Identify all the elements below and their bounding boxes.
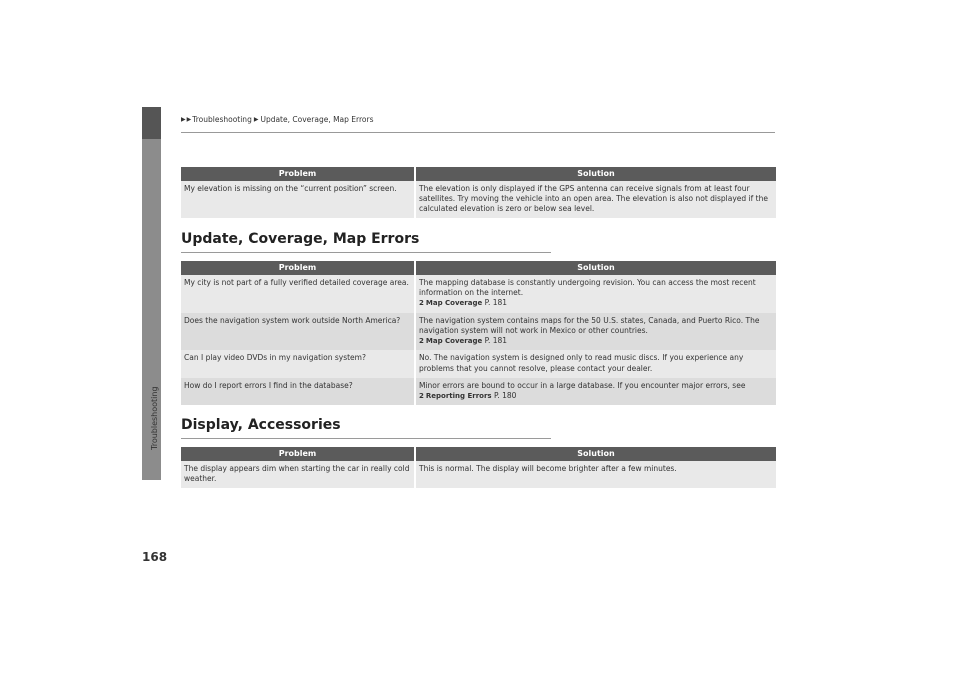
breadcrumb-separator-icon: ▶ [253,116,259,123]
solution-cell: The elevation is only displayed if the GPS antenna can receive signals from at least four satellites. Try moving the vehicle into an open area. The elevation is also not displayed if the calculated elevation is zero or below sea level. [416,181,776,218]
header-problem: Problem [181,167,416,181]
table-row [181,181,776,218]
solution-text: Minor errors are bound to occur in a large database. If you encounter major errors, see [419,380,746,390]
breadcrumb-arrow-icon: ▶ [181,116,186,123]
header-solution: Solution [416,447,776,461]
cross-reference-icon: 2 [419,391,424,400]
solution-cell: No. The navigation system is designed only to read music discs. If you experience any problems that you cannot resolve, please contact your dealer. [416,350,776,377]
section-rule [181,252,551,253]
side-tab-accent [142,107,161,139]
table-update [181,261,776,405]
table-row [181,275,776,313]
problem-cell: My elevation is missing on the “current position” screen. [181,181,416,218]
problem-cell: How do I report errors I find in the database? [181,378,416,406]
cross-reference-icon: 2 [419,336,424,345]
xref-page: P. 181 [484,298,508,308]
table-row [181,378,776,406]
cross-reference-icon: 2 [419,299,424,308]
table-header-row [181,447,776,461]
solution-cell [416,275,776,313]
solution-text: The navigation system contains maps for the 50 U.S. states, Canada, and Puerto Rico. The navigation system will not work in Mexico or other countries. [419,315,760,335]
table-row [181,313,776,351]
table-row [181,461,776,488]
problem-cell: The display appears dim when starting the car in really cold weather. [181,461,416,488]
header-rule [181,132,775,133]
page-number: 168 [142,550,168,564]
problem-cell: Does the navigation system work outside North America? [181,313,416,351]
problem-cell: My city is not part of a fully verified detailed coverage area. [181,275,416,313]
section-heading-display: Display, Accessories [181,417,341,433]
header-solution: Solution [416,167,776,181]
xref-link-map-coverage[interactable]: Map Coverage [425,299,483,308]
table-header-row [181,261,776,275]
table-display [181,447,776,488]
header-problem: Problem [181,447,416,461]
breadcrumb-item-troubleshooting[interactable]: Troubleshooting [192,115,252,124]
side-tab-label: Troubleshooting [150,386,159,450]
solution-cell: This is normal. The display will become brighter after a few minutes. [416,461,776,488]
solution-cell [416,313,776,351]
breadcrumb [181,115,373,124]
section-heading-update: Update, Coverage, Map Errors [181,231,420,247]
problem-cell: Can I play video DVDs in my navigation system? [181,350,416,377]
solution-cell [416,378,776,406]
section-rule [181,438,551,439]
xref-page: P. 180 [493,390,517,400]
solution-text: The mapping database is constantly undergoing revision. You can access the most recent information on the internet. [419,278,756,298]
table-header-row [181,167,776,181]
header-solution: Solution [416,261,776,275]
xref-link-map-coverage[interactable]: Map Coverage [425,336,483,345]
xref-link-reporting-errors[interactable]: Reporting Errors [425,391,492,400]
header-problem: Problem [181,261,416,275]
breadcrumb-arrow-icon: ▶ [186,116,192,123]
breadcrumb-item-current: Update, Coverage, Map Errors [260,115,374,124]
xref-page: P. 181 [484,335,508,345]
table-row [181,350,776,377]
table-top [181,167,776,218]
